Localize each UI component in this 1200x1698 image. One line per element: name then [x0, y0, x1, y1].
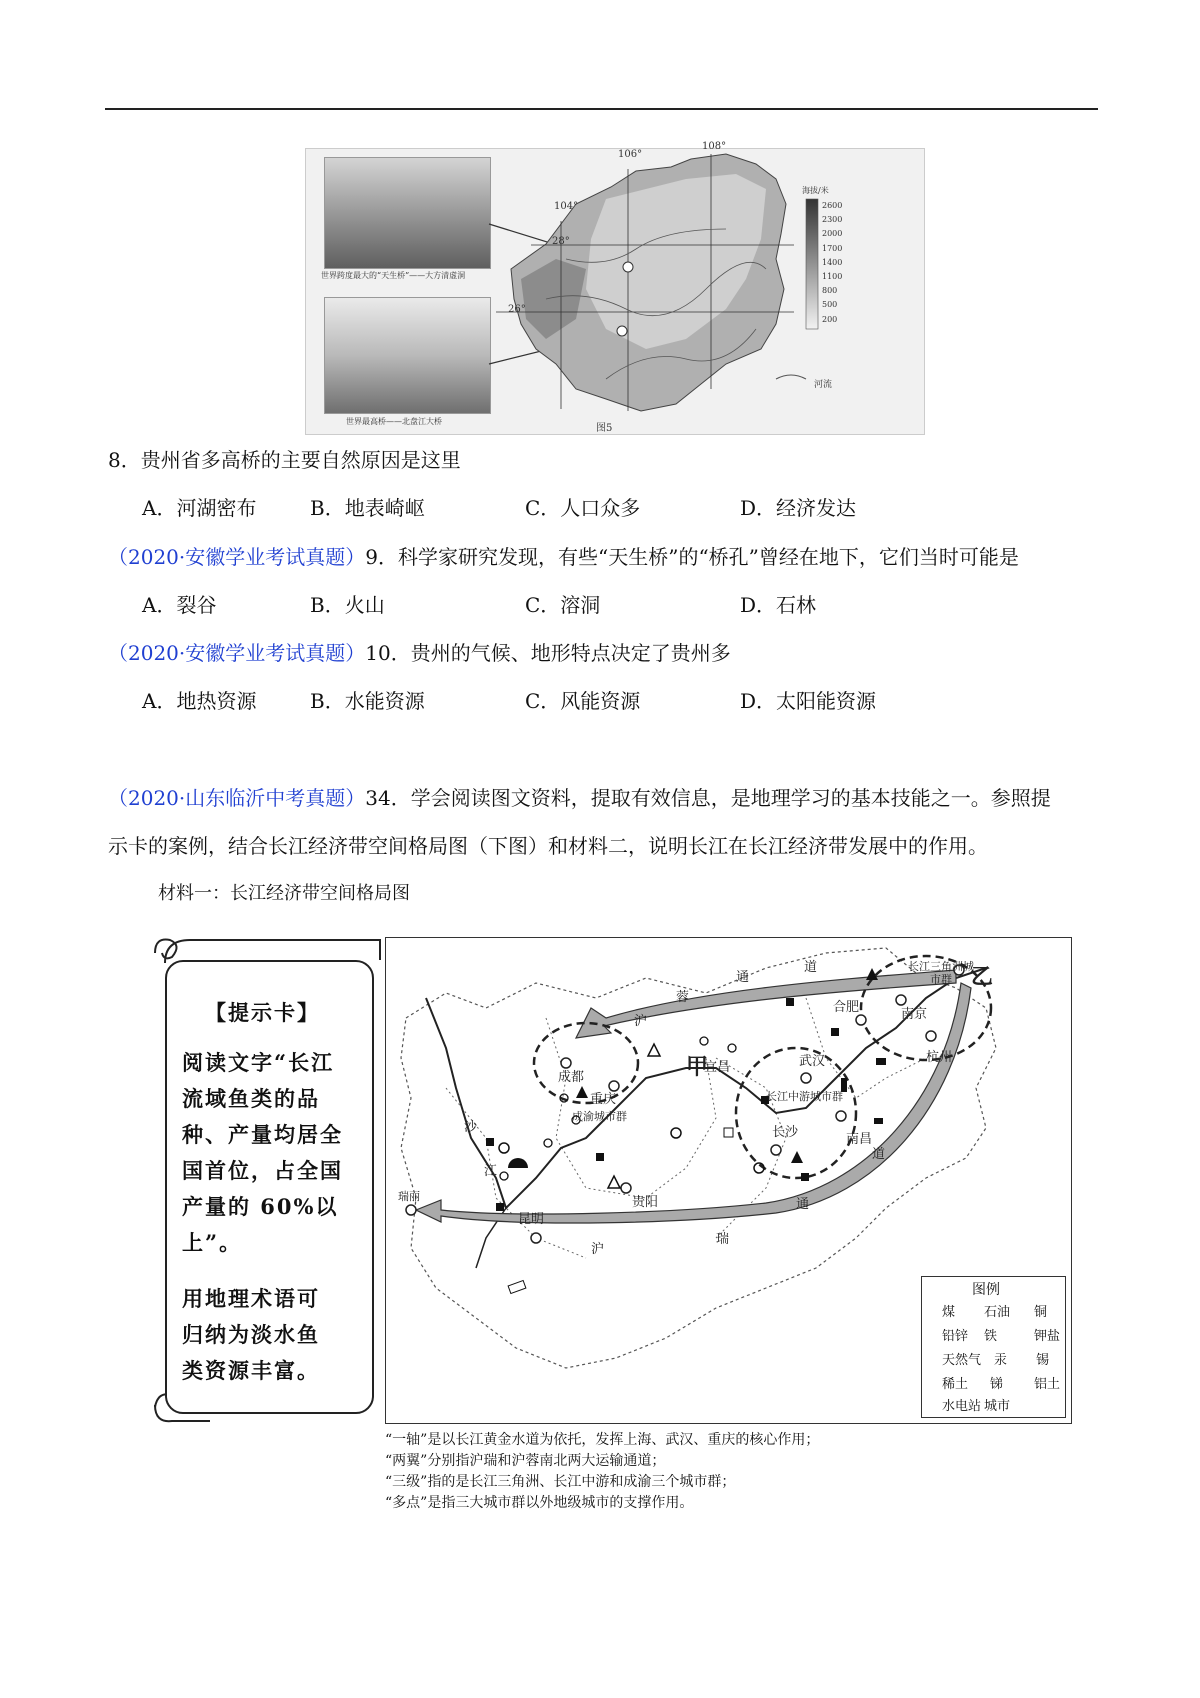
q10-line	[108, 641, 731, 665]
legend-city: 城市	[984, 1399, 1011, 1414]
legend-tin: 锡	[1036, 1353, 1050, 1368]
corridor-top-char-4: 道	[804, 960, 818, 975]
material-1-title: 材料一：长江经济带空间格局图	[158, 883, 410, 904]
city-hangzhou: 杭州	[926, 1050, 953, 1065]
marker-yi: 乙	[971, 965, 994, 990]
legend-title: 图例	[972, 1282, 1000, 1298]
q9-option-a: A．裂谷	[142, 593, 217, 617]
lon-label-108: 108°	[702, 141, 727, 152]
header-rule	[105, 108, 1098, 110]
city-nanchang: 南昌	[846, 1132, 873, 1147]
legend-antimony: 锑	[990, 1377, 1004, 1392]
q9-option-b: B．火山	[310, 593, 385, 617]
note-three-levels: “三级”指的是长江三角洲、长江中游和成渝三个城市群；	[385, 1474, 736, 1490]
tip-card-title: 【提示卡】	[205, 1000, 320, 1025]
lon-label-104: 104°	[554, 201, 579, 212]
note-two-wings: “两翼”分别指沪瑞和沪蓉南北两大运输通道；	[385, 1453, 666, 1469]
figure-5	[305, 141, 925, 435]
q10-stem: 10．贵州的气候、地形特点决定了贵州多	[365, 641, 731, 665]
cluster-chengyu: 成渝城市群	[572, 1110, 627, 1123]
corridor-top-char-3: 通	[736, 970, 750, 985]
city-guiyang: 贵阳	[632, 1195, 659, 1210]
q10-option-c: C．风能资源	[525, 689, 641, 713]
q8-option-c: C．人口众多	[525, 496, 641, 520]
corridor-bottom-char-3: 通	[796, 1197, 810, 1212]
corridor-top-char-1: 沪	[634, 1014, 648, 1029]
q9-line	[108, 545, 1019, 569]
corridor-bottom-char-2: 瑞	[716, 1232, 730, 1247]
photo2-caption: 世界最高桥——北盘江大桥	[346, 417, 442, 426]
q9-option-d: D．石林	[740, 593, 817, 617]
q8-option-d: D．经济发达	[740, 496, 857, 520]
q8-option-b: B．地表崎岖	[310, 496, 425, 520]
river-char-sha: 沙	[464, 1120, 478, 1135]
corridor-bottom-char-1: 沪	[591, 1242, 605, 1257]
legend-copper: 铜	[1034, 1305, 1048, 1320]
legend-oil: 石油	[984, 1305, 1011, 1320]
river-char-jiang: 江	[484, 1164, 498, 1179]
figure-caption: 图5	[596, 423, 613, 434]
photo1-caption: 世界跨度最大的“天生桥”——大方清虚洞	[321, 271, 466, 280]
cluster-yangtze-delta: 长江三角洲城市群	[908, 960, 974, 986]
q34-stem-line2: 示卡的案例，结合长江经济带空间格局图（下图）和材料二，说明长江在长江经济带发展中的作用。	[108, 834, 988, 858]
q10-option-d: D．太阳能资源	[740, 689, 877, 713]
lon-label-106: 106°	[618, 149, 643, 160]
map-legend	[921, 1276, 1066, 1418]
marker-jia: 甲	[686, 1055, 709, 1080]
q9-stem: 9．科学家研究发现，有些“天生桥”的“桥孔”曾经在地下，它们当时可能是	[365, 545, 1019, 569]
tip-line-4: 国首位，占全国	[182, 1158, 343, 1183]
yangtze-economic-belt-map	[385, 937, 1072, 1424]
tip-line-1: 阅读文字“长江	[182, 1050, 335, 1075]
lat-label-28: 28°	[552, 236, 570, 247]
legend-natural-gas: 天然气	[942, 1353, 982, 1368]
city-yichang: 宜昌	[704, 1060, 731, 1075]
legend-hydropower: 水电站	[942, 1399, 982, 1414]
city-wuhan: 武汉	[799, 1054, 826, 1069]
tip-line-10: 类资源丰富。	[182, 1358, 320, 1383]
note-one-axis: “一轴”是以长江黄金水道为依托，发挥上海、武汉、重庆的核心作用；	[385, 1432, 820, 1448]
corridor-bottom-char-4: 道	[872, 1147, 886, 1162]
tip-line-6: 上”。	[182, 1230, 243, 1255]
lat-label-26: 26°	[508, 304, 526, 315]
q34-source: （2020·山东临沂中考真题）	[108, 786, 366, 810]
q10-option-a: A．地热资源	[142, 689, 257, 713]
city-chongqing: 重庆	[590, 1092, 617, 1107]
q8-option-a: A．河湖密布	[142, 496, 257, 520]
legend-iron: 铁	[984, 1329, 998, 1344]
city-kunming: 昆明	[518, 1212, 545, 1227]
note-multiple-points: “多点”是指三大城市群以外地级城市的支撑作用。	[385, 1495, 694, 1511]
legend-potash: 钾盐	[1034, 1329, 1061, 1344]
q8-stem: 8．贵州省多高桥的主要自然原因是这里	[108, 448, 461, 472]
tip-line-3: 种、产量均居全	[182, 1122, 343, 1147]
city-hefei: 合肥	[833, 1000, 860, 1015]
tip-card	[150, 935, 385, 1425]
tip-line-9: 归纳为淡水鱼	[182, 1322, 320, 1347]
q34-line1	[108, 786, 1051, 810]
q9-source: （2020·安徽学业考试真题）	[108, 545, 366, 569]
tip-line-2: 流域鱼类的品	[182, 1086, 320, 1111]
corridor-top-char-2: 蓉	[676, 990, 690, 1005]
q10-option-b: B．水能资源	[310, 689, 425, 713]
legend-rare-earth: 稀土	[942, 1377, 969, 1392]
city-changsha: 长沙	[772, 1125, 799, 1140]
legend-lead-zinc: 铅锌	[942, 1329, 969, 1344]
legend-bauxite: 铝土	[1034, 1377, 1061, 1392]
river-legend-label: 河流	[814, 380, 833, 390]
tip-line-5: 产量的 60%以	[182, 1194, 339, 1219]
legend-coal: 煤	[942, 1305, 956, 1320]
q9-option-c: C．溶洞	[525, 593, 601, 617]
tip-line-8: 用地理术语可	[182, 1286, 320, 1311]
q10-source: （2020·安徽学业考试真题）	[108, 641, 366, 665]
city-chengdu: 成都	[558, 1070, 585, 1085]
elevation-legend-values: 2600 2300 2000 1700 1400 1100 800 500 200	[822, 201, 843, 324]
cluster-middle-yangtze: 长江中游城市群	[766, 1090, 843, 1103]
elevation-legend-title: 海拔/米	[802, 186, 829, 195]
legend-mercury: 汞	[994, 1353, 1008, 1368]
city-nanjing: 南京	[901, 1007, 928, 1022]
q34-stem-line1: 34．学会阅读图文资料，提取有效信息，是地理学习的基本技能之一。参照提	[365, 786, 1051, 810]
city-ruili: 瑞丽	[398, 1190, 420, 1203]
